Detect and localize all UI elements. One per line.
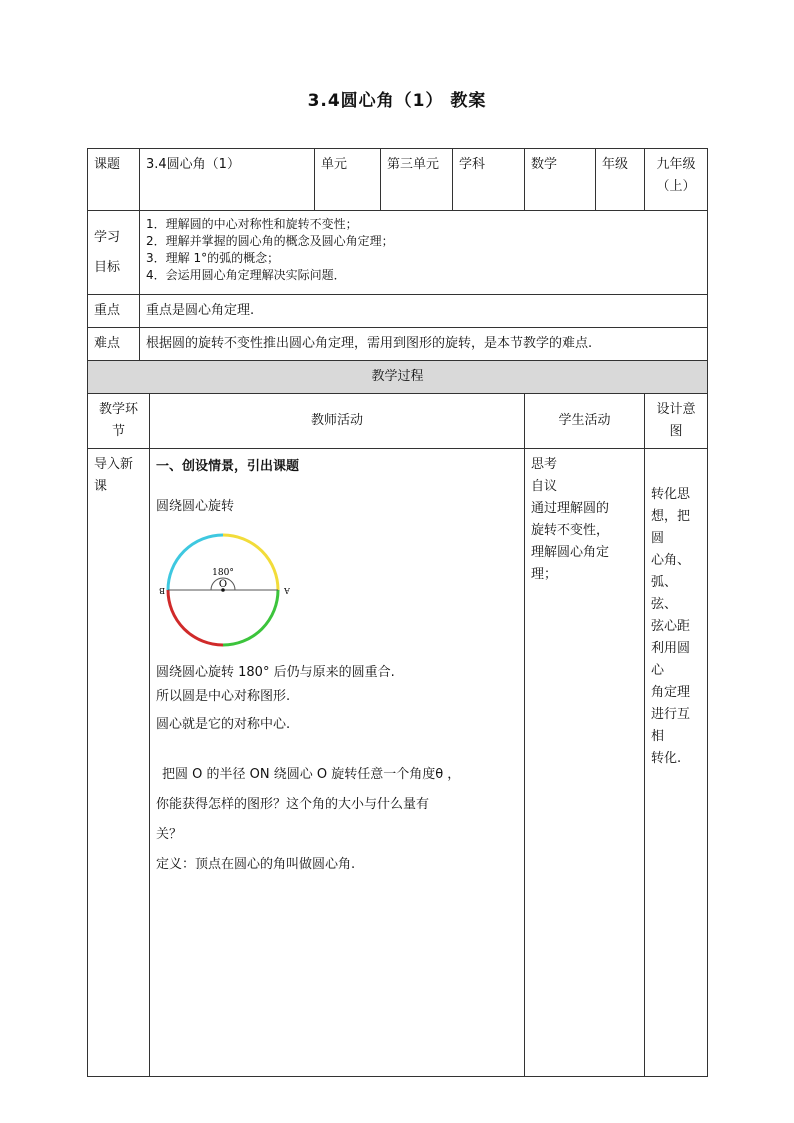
teacher-line: 圆绕圆心旋转 180° 后仍与原来的圆重合. <box>156 665 395 680</box>
student-line: 通过理解圆的 <box>531 501 610 516</box>
difficulty-label: 难点 <box>88 328 140 361</box>
student-line: 理； <box>531 567 558 582</box>
grade-value <box>645 149 708 211</box>
teacher-line: 圆绕圆心旋转 <box>156 499 235 514</box>
teacher-activity <box>150 449 525 1077</box>
column-design: 设计意图 <box>645 394 708 449</box>
grade-value-line1: 九年级 <box>656 157 696 172</box>
goals-list <box>140 211 708 295</box>
arc-green <box>223 590 278 645</box>
process-header: 教学过程 <box>88 361 708 394</box>
student-line: 自议 <box>531 479 558 494</box>
goal-item: 3．理解 1°的弧的概念； <box>146 251 280 265</box>
topic-label: 课题 <box>88 149 140 211</box>
difficulty-value: 根据圆的旋转不变性推出圆心角定理，需用到图形的旋转，是本节教学的难点. <box>140 328 708 361</box>
teacher-line: 把圆 O 的半径 ON 绕圆心 O 旋转任意一个角度θ ， <box>162 767 461 782</box>
topic-value: 3.4圆心角（1） <box>140 149 315 211</box>
point-a-label: A <box>284 586 290 595</box>
point-b-label: B <box>159 586 165 595</box>
teacher-line: 你能获得怎样的图形？这个角的大小与什么量有 <box>156 797 430 812</box>
teacher-heading: 一、创设情景，引出课题 <box>156 459 300 474</box>
unit-value: 第三单元 <box>381 149 453 211</box>
arc-red <box>168 590 223 645</box>
design-line: 心角、弧、弦、 <box>651 553 691 612</box>
center-label: O <box>218 579 228 590</box>
grade-label: 年级 <box>596 149 645 211</box>
design-line: 角定理进行互相 <box>651 685 691 744</box>
subject-label: 学科 <box>453 149 525 211</box>
goal-item: 1．理解圆的中心对称性和旋转不变性； <box>146 217 358 231</box>
key-value: 重点是圆心角定理. <box>140 295 708 328</box>
student-line: 旋转不变性， <box>531 523 610 538</box>
subject-value: 数学 <box>525 149 596 211</box>
teacher-line: 所以圆是中心对称图形. <box>156 689 291 704</box>
lesson-plan-table <box>87 148 708 1077</box>
column-teacher: 教师活动 <box>150 394 525 449</box>
goals-label-1: 学习 <box>94 229 121 245</box>
teacher-line: 关？ <box>156 827 183 842</box>
design-line: 转化思想，把圆 <box>651 487 691 546</box>
grade-value-line2: （上） <box>656 179 696 194</box>
teacher-line: 圆心就是它的对称中心. <box>156 717 291 732</box>
unit-label: 单元 <box>315 149 381 211</box>
column-phase: 教学环节 <box>88 394 150 449</box>
goals-label-2: 目标 <box>94 259 121 275</box>
circle-rotation-diagram <box>156 528 296 652</box>
phase-cell: 导入新课 <box>88 449 150 1077</box>
key-label: 重点 <box>88 295 140 328</box>
column-student: 学生活动 <box>525 394 645 449</box>
document-title: 3.4圆心角（1） 教案 <box>307 91 487 111</box>
goals-label <box>88 211 140 295</box>
student-line: 思考 <box>531 457 558 472</box>
goal-item: 2．理解并掌握的圆心角的概念及圆心角定理； <box>146 234 394 248</box>
goal-item: 4．会运用圆心角定理解决实际问题． <box>146 268 346 282</box>
design-intent <box>645 449 708 1077</box>
student-activity <box>525 449 645 1077</box>
design-line: 弦心距利用圆心 <box>651 619 691 678</box>
design-line: 转化. <box>651 751 682 766</box>
student-line: 理解圆心角定 <box>531 545 610 560</box>
angle-label: 180° <box>212 568 234 578</box>
teacher-line: 定义：顶点在圆心的角叫做圆心角. <box>156 857 356 872</box>
